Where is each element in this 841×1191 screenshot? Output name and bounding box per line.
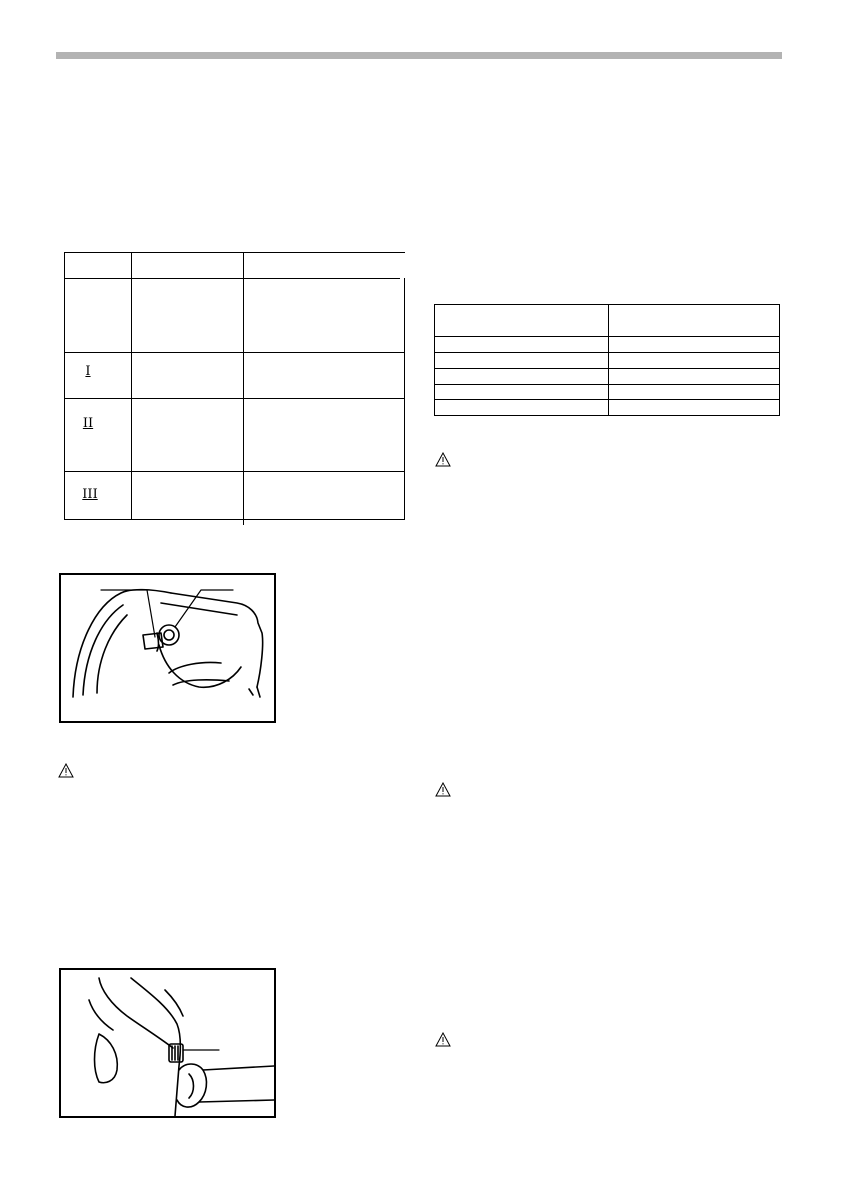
- orbit-symbol-1: I: [85, 364, 91, 379]
- warning-triangle-icon: [58, 763, 74, 778]
- speed-dial-illustration: [61, 970, 274, 1116]
- header-rule: [56, 52, 782, 59]
- warning-triangle-icon: [435, 782, 451, 797]
- orbit-symbol-2: II: [82, 416, 94, 431]
- figure-speed-dial: [59, 968, 276, 1118]
- figure-switch-lock: [59, 573, 276, 723]
- orbit-symbol-3: III: [82, 487, 98, 502]
- warning-triangle-icon: [435, 452, 451, 467]
- warning-triangle-icon: [435, 1032, 451, 1047]
- tool-handle-illustration: [61, 575, 274, 721]
